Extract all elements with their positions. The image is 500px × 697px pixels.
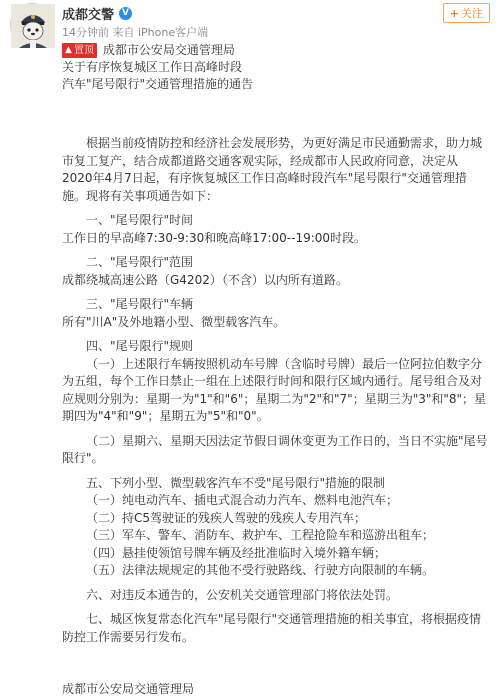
section-2-body: 成都绕城高速公路（G4202）（不含）以内所有道路。	[62, 272, 348, 287]
pin-icon: ▲	[65, 45, 72, 55]
verified-badge-icon: V	[119, 7, 132, 20]
plus-icon: +	[449, 6, 459, 20]
section-5-item: （三）军车、警车、消防车、救护车、工程抢险车和巡游出租车；	[86, 528, 435, 542]
section-4-rule-1: （一）上述限行车辆按照机动车号牌（含临时号牌）最后一位阿拉伯数字分为五组，每个工作日禁止一组在上述限行时间和限行区域内通行。尾号组合及对应规则分别为：星期一为"1"和"6"；星期二为"2"和"7"；星期三为"3"和"8"；星期四为"4"和"9"；星期五为"5"和"0"。	[62, 356, 487, 423]
pinned-label: 置顶	[73, 45, 94, 56]
section-3-body: 所有"川A"及外地籍小型、微型载客汽车。	[62, 314, 286, 329]
follow-label: 关注	[461, 7, 483, 20]
notice-intro: 根据当前疫情防控和经济社会发展形势，为更好满足市民通勤需求，助力城市复工复产，结合成都道路交通客观实际，经成都市人民政府同意，决定从2020年4月7日起，有序恢复城区工作日高峰时段汽车"尾号限行"交通管理措施。现将有关事项通告如下：	[62, 136, 483, 203]
section-4-heading: 四、"尾号限行"规则	[86, 339, 194, 353]
section-5-item: （一）纯电动汽车、插电式混合动力汽车、燃料电池汽车；	[86, 493, 399, 507]
title-line-3: 汽车"尾号限行"交通管理措施的通告	[62, 77, 254, 91]
title-text-1: 成都市公安局交通管理局	[102, 43, 235, 57]
section-1-heading: 一、"尾号限行"时间	[86, 213, 194, 227]
pinned-badge	[62, 43, 97, 58]
post-meta: 14分钟前 来自 iPhone客户端	[62, 26, 209, 39]
notice-body	[0, 135, 500, 697]
section-4-rule-2: （二）星期六、星期天因法定节假日调休变更为工作日的，当日不实施"尾号限行"。	[62, 433, 488, 465]
police-mascot-avatar-icon	[11, 4, 55, 48]
post-header	[0, 0, 500, 40]
notice-signature: 成都市公安局交通管理局	[62, 682, 195, 696]
section-3-heading: 三、"尾号限行"车辆	[86, 297, 194, 311]
account-name-row	[62, 4, 132, 23]
section-5-heading: 五、下列小型、微型载客汽车不受"尾号限行"措施的限制	[86, 475, 386, 490]
section-5-item: （二）持C5驾驶证的残疾人驾驶的残疾人专用汽车；	[86, 510, 367, 525]
section-1-body: 工作日的早高峰7:30-9:30和晚高峰17:00--19:00时段。	[62, 230, 367, 245]
follow-button[interactable]	[443, 3, 490, 23]
section-6: 六、对违反本通告的，公安机关交通管理部门将依法处罚。	[86, 587, 399, 602]
avatar[interactable]	[10, 3, 54, 47]
title-line-2: 关于有序恢复城区工作日高峰时段	[62, 60, 243, 74]
section-7: 七、城区恢复常态化汽车"尾号限行"交通管理措施的相关事宜，将根据疫情防控工作需要另行发布。	[62, 612, 482, 644]
section-2-heading: 二、"尾号限行"范围	[86, 255, 194, 269]
post-title	[0, 42, 500, 93]
section-5-item: （五）法律法规规定的其他不受行驶路线、行驶方向限制的车辆。	[86, 563, 435, 577]
account-name[interactable]: 成都交警	[62, 8, 115, 23]
section-5-item: （四）悬挂使领馆号牌车辆及经批准临时入境外籍车辆；	[86, 545, 387, 560]
title-line-1	[62, 42, 500, 59]
